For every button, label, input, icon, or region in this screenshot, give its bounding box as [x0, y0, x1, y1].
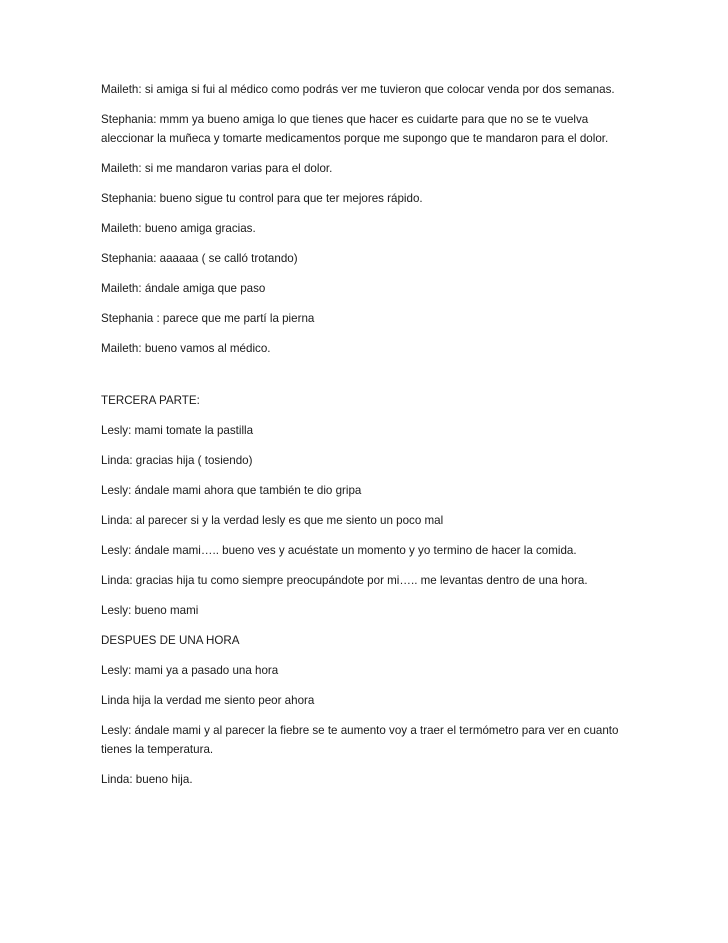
dialogue-line: Lesly: mami tomate la pastilla — [101, 424, 254, 437]
dialogue-line: Maileth: ándale amiga que paso — [101, 282, 266, 295]
dialogue-line: Stephania: aaaaaa ( se calló trotando) — [101, 252, 298, 265]
dialogue-line: Linda: al parecer si y la verdad lesly es que me siento un poco mal — [101, 514, 444, 527]
dialogue-line: Maileth: bueno vamos al médico. — [101, 342, 271, 355]
dialogue-line: Maileth: si amiga si fui al médico como podrás ver me tuvieron que colocar venda por dos semanas. — [101, 83, 615, 96]
dialogue-line: Lesly: ándale mami y al parecer la fiebre se te aumento voy a traer el termómetro para ver en cuanto tienes la temperatura. — [101, 724, 619, 756]
dialogue-line: Linda hija la verdad me siento peor ahora — [101, 694, 315, 707]
document-body — [101, 80, 621, 800]
dialogue-line: Lesly: ándale mami ahora que también te dio gripa — [101, 484, 362, 497]
dialogue-line: Stephania: mmm ya bueno amiga lo que tienes que hacer es cuidarte para que no se te vuelva aleccionar la muñeca y tomarte medicamentos porque me supongo que te mandaron para el dolor. — [101, 113, 609, 145]
dialogue-line: Lesly: mami ya a pasado una hora — [101, 664, 279, 677]
dialogue-line: Stephania : parece que me partí la pierna — [101, 312, 315, 325]
dialogue-line: Maileth: bueno amiga gracias. — [101, 222, 256, 235]
section-heading: TERCERA PARTE: — [101, 394, 200, 407]
scene-heading: DESPUES DE UNA HORA — [101, 634, 240, 647]
dialogue-line: Linda: gracias hija tu como siempre preocupándote por mi….. me levantas dentro de una hora. — [101, 574, 588, 587]
dialogue-line: Lesly: ándale mami….. bueno ves y acuéstate un momento y yo termino de hacer la comida. — [101, 544, 577, 557]
section-spacer — [101, 369, 621, 391]
dialogue-line: Stephania: bueno sigue tu control para que ter mejores rápido. — [101, 192, 423, 205]
dialogue-line: Linda: bueno hija. — [101, 773, 193, 786]
dialogue-line: Maileth: si me mandaron varias para el dolor. — [101, 162, 333, 175]
dialogue-line: Lesly: bueno mami — [101, 604, 199, 617]
dialogue-line: Linda: gracias hija ( tosiendo) — [101, 454, 253, 467]
